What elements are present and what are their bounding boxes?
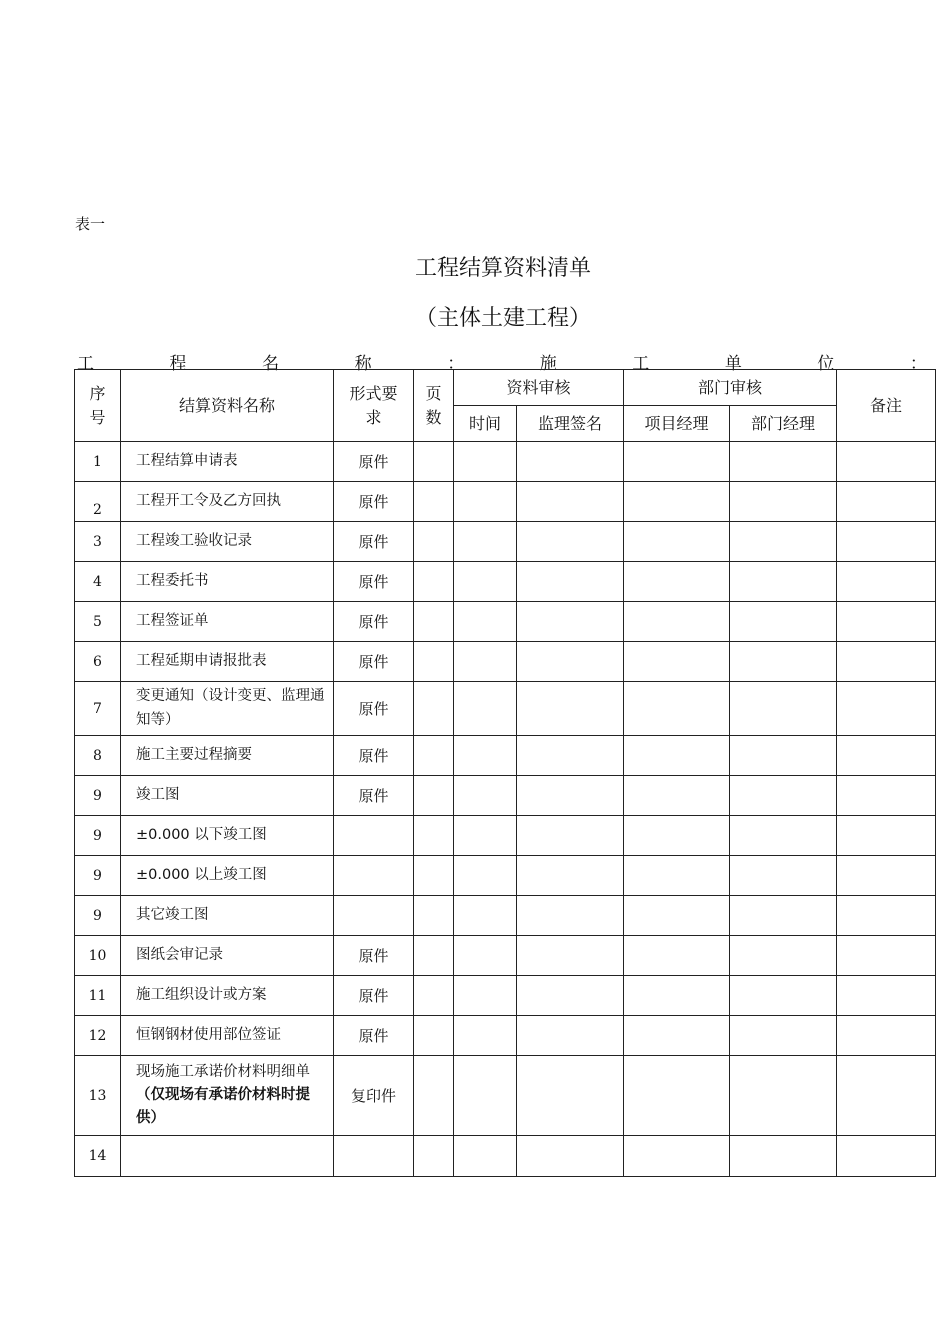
row-name: 工程开工令及乙方回执 (121, 482, 334, 522)
cell-pages[interactable] (414, 682, 454, 736)
row-seq: 3 (75, 522, 121, 562)
row-form: 复印件 (334, 1056, 414, 1136)
cell-dept-pm[interactable] (624, 856, 730, 896)
row-seq: 7 (75, 682, 121, 736)
row-form: 原件 (334, 682, 414, 736)
row-name-note: （仅现场有承诺价材料时提供） (136, 1086, 310, 1127)
cell-remark[interactable] (837, 1136, 936, 1177)
info-char: 单 (724, 354, 742, 374)
cell-dept-pm[interactable] (624, 936, 730, 976)
cell-review-sign[interactable] (517, 562, 624, 602)
row-seq: 6 (75, 642, 121, 682)
document-title: 工程结算资料清单 (414, 256, 591, 281)
cell-review-sign[interactable] (517, 856, 624, 896)
cell-remark[interactable] (837, 602, 936, 642)
table-row (75, 522, 936, 562)
cell-review-time[interactable] (454, 936, 517, 976)
row-name: 工程签证单 (121, 602, 334, 642)
cell-review-sign[interactable] (517, 1136, 624, 1177)
cell-pages[interactable] (414, 816, 454, 856)
cell-review-time[interactable] (454, 442, 517, 482)
row-name[interactable] (121, 1136, 334, 1177)
cell-dept-mgr[interactable] (730, 482, 837, 522)
info-char: ： (909, 354, 927, 374)
cell-dept-mgr[interactable] (730, 976, 837, 1016)
cell-dept-pm[interactable] (624, 896, 730, 936)
row-form: 原件 (334, 1016, 414, 1056)
info-char: 程 (169, 354, 187, 374)
document-subtitle: （主体土建工程） (414, 306, 591, 331)
row-name: 其它竣工图 (121, 896, 334, 936)
header-review-sign: 监理签名 (517, 406, 624, 442)
row-seq: 1 (75, 442, 121, 482)
cell-review-sign[interactable] (517, 816, 624, 856)
cell-dept-pm[interactable] (624, 736, 730, 776)
header-dept-mgr: 部门经理 (730, 406, 837, 442)
cell-dept-mgr[interactable] (730, 442, 837, 482)
cell-dept-pm[interactable] (624, 562, 730, 602)
cell-dept-mgr[interactable] (730, 1056, 837, 1136)
header-review: 资料审核 (454, 370, 624, 406)
header-name: 结算资料名称 (121, 370, 334, 442)
cell-review-sign[interactable] (517, 602, 624, 642)
row-name: 工程竣工验收记录 (121, 522, 334, 562)
header-seq: 序号 (75, 370, 121, 442)
cell-dept-pm[interactable] (624, 1056, 730, 1136)
cell-pages[interactable] (414, 602, 454, 642)
cell-dept-mgr[interactable] (730, 776, 837, 816)
row-name-cell (121, 1056, 334, 1136)
row-seq: 12 (75, 1016, 121, 1056)
cell-dept-pm[interactable] (624, 1016, 730, 1056)
row-form: 原件 (334, 482, 414, 522)
cell-review-sign[interactable] (517, 736, 624, 776)
cell-dept-pm[interactable] (624, 442, 730, 482)
cell-dept-mgr[interactable] (730, 936, 837, 976)
cell-pages[interactable] (414, 482, 454, 522)
cell-remark[interactable] (837, 522, 936, 562)
cell-dept-mgr[interactable] (730, 816, 837, 856)
table-row (75, 642, 936, 682)
row-form (334, 896, 414, 936)
cell-remark[interactable] (837, 482, 936, 522)
row-name: 竣工图 (121, 776, 334, 816)
row-form: 原件 (334, 642, 414, 682)
cell-pages[interactable] (414, 976, 454, 1016)
table-row (75, 682, 936, 736)
cell-dept-mgr[interactable] (730, 736, 837, 776)
table-row (75, 482, 936, 522)
cell-pages[interactable] (414, 562, 454, 602)
info-char: ： (447, 354, 465, 374)
cell-remark[interactable] (837, 976, 936, 1016)
row-name: ±0.000 以上竣工图 (121, 856, 334, 896)
header-dept-pm: 项目经理 (624, 406, 730, 442)
cell-review-time[interactable] (454, 1136, 517, 1177)
cell-dept-mgr[interactable] (730, 682, 837, 736)
cell-review-sign[interactable] (517, 896, 624, 936)
cell-remark[interactable] (837, 936, 936, 976)
cell-pages[interactable] (414, 776, 454, 816)
cell-dept-mgr[interactable] (730, 1016, 837, 1056)
table-row (75, 736, 936, 776)
cell-dept-pm[interactable] (624, 522, 730, 562)
cell-dept-pm[interactable] (624, 1136, 730, 1177)
cell-dept-mgr[interactable] (730, 522, 837, 562)
cell-dept-pm[interactable] (624, 482, 730, 522)
header-remark: 备注 (837, 370, 936, 442)
cell-dept-mgr[interactable] (730, 562, 837, 602)
cell-dept-mgr[interactable] (730, 642, 837, 682)
cell-review-sign[interactable] (517, 642, 624, 682)
cell-pages[interactable] (414, 442, 454, 482)
cell-dept-mgr[interactable] (730, 1136, 837, 1177)
cell-remark[interactable] (837, 776, 936, 816)
row-form: 原件 (334, 776, 414, 816)
header-pages: 页数 (414, 370, 454, 442)
row-name: ±0.000 以下竣工图 (121, 816, 334, 856)
cell-dept-mgr[interactable] (730, 896, 837, 936)
row-form: 原件 (334, 936, 414, 976)
cell-pages[interactable] (414, 896, 454, 936)
cell-dept-pm[interactable] (624, 602, 730, 642)
cell-dept-pm[interactable] (624, 976, 730, 1016)
table-row (75, 896, 936, 936)
cell-review-time[interactable] (454, 896, 517, 936)
cell-pages[interactable] (414, 522, 454, 562)
row-name: 工程延期申请报批表 (121, 642, 334, 682)
cell-pages[interactable] (414, 856, 454, 896)
row-form: 原件 (334, 602, 414, 642)
row-form (334, 816, 414, 856)
cell-review-time[interactable] (454, 642, 517, 682)
row-form: 原件 (334, 442, 414, 482)
header-review-time: 时间 (454, 406, 517, 442)
header-dept: 部门审核 (624, 370, 837, 406)
table-row (75, 562, 936, 602)
table-row (75, 936, 936, 976)
table-row (75, 1016, 936, 1056)
header-form: 形式要求 (334, 370, 414, 442)
cell-review-time[interactable] (454, 816, 517, 856)
row-form: 原件 (334, 976, 414, 1016)
row-seq: 9 (75, 896, 121, 936)
cell-review-time[interactable] (454, 736, 517, 776)
table-label: 表一 (75, 215, 106, 233)
cell-remark[interactable] (837, 682, 936, 736)
cell-remark[interactable] (837, 642, 936, 682)
cell-remark[interactable] (837, 1056, 936, 1136)
cell-review-time[interactable] (454, 682, 517, 736)
table-row (75, 442, 936, 482)
row-seq: 9 (75, 776, 121, 816)
project-info-line (77, 349, 927, 374)
row-form[interactable] (334, 1136, 414, 1177)
cell-review-sign[interactable] (517, 482, 624, 522)
cell-review-sign[interactable] (517, 976, 624, 1016)
table-row (75, 602, 936, 642)
cell-review-time[interactable] (454, 602, 517, 642)
table-row (75, 1136, 936, 1177)
row-name: 变更通知（设计变更、监理通知等） (121, 682, 334, 736)
cell-pages[interactable] (414, 1136, 454, 1177)
cell-review-time[interactable] (454, 776, 517, 816)
row-form: 原件 (334, 562, 414, 602)
cell-review-sign[interactable] (517, 682, 624, 736)
table-row (75, 1056, 936, 1136)
cell-review-sign[interactable] (517, 936, 624, 976)
cell-pages[interactable] (414, 1056, 454, 1136)
row-name: 恒钢钢材使用部位签证 (121, 1016, 334, 1056)
info-char: 工 (77, 354, 94, 374)
row-form (334, 856, 414, 896)
row-form: 原件 (334, 736, 414, 776)
row-seq: 10 (75, 936, 121, 976)
cell-remark[interactable] (837, 896, 936, 936)
row-seq: 8 (75, 736, 121, 776)
info-char: 位 (817, 354, 835, 374)
info-char: 称 (354, 354, 372, 374)
cell-review-time[interactable] (454, 1016, 517, 1056)
cell-pages[interactable] (414, 1016, 454, 1056)
row-name: 图纸会审记录 (121, 936, 334, 976)
row-form: 原件 (334, 522, 414, 562)
row-seq: 13 (75, 1056, 121, 1136)
cell-review-time[interactable] (454, 482, 517, 522)
cell-review-sign[interactable] (517, 1016, 624, 1056)
row-seq: 5 (75, 602, 121, 642)
cell-dept-mgr[interactable] (730, 602, 837, 642)
table-row (75, 816, 936, 856)
row-seq: 9 (75, 856, 121, 896)
row-seq: 11 (75, 976, 121, 1016)
row-seq: 4 (75, 562, 121, 602)
cell-review-time[interactable] (454, 522, 517, 562)
cell-pages[interactable] (414, 936, 454, 976)
info-char: 工 (632, 354, 650, 374)
cell-remark[interactable] (837, 562, 936, 602)
cell-review-sign[interactable] (517, 522, 624, 562)
cell-review-time[interactable] (454, 976, 517, 1016)
row-seq: 9 (75, 816, 121, 856)
cell-remark[interactable] (837, 816, 936, 856)
row-name: 施工主要过程摘要 (121, 736, 334, 776)
table-row (75, 976, 936, 1016)
cell-review-time[interactable] (454, 562, 517, 602)
cell-pages[interactable] (414, 642, 454, 682)
cell-pages[interactable] (414, 736, 454, 776)
cell-dept-pm[interactable] (624, 682, 730, 736)
cell-dept-pm[interactable] (624, 816, 730, 856)
info-char: 施 (539, 354, 557, 374)
cell-remark[interactable] (837, 856, 936, 896)
cell-dept-pm[interactable] (624, 776, 730, 816)
row-seq: 14 (75, 1136, 121, 1177)
cell-review-time[interactable] (454, 856, 517, 896)
table-row (75, 856, 936, 896)
table-row (75, 776, 936, 816)
cell-dept-mgr[interactable] (730, 856, 837, 896)
info-char: 名 (262, 354, 280, 374)
cell-remark[interactable] (837, 736, 936, 776)
row-name: 现场施工承诺价材料明细单 (136, 1063, 310, 1080)
cell-review-sign[interactable] (517, 1056, 624, 1136)
cell-review-sign[interactable] (517, 442, 624, 482)
row-seq: 2 (75, 482, 121, 522)
row-name: 工程委托书 (121, 562, 334, 602)
cell-review-time[interactable] (454, 1056, 517, 1136)
cell-review-sign[interactable] (517, 776, 624, 816)
cell-dept-pm[interactable] (624, 642, 730, 682)
cell-remark[interactable] (837, 1016, 936, 1056)
row-name: 施工组织设计或方案 (121, 976, 334, 1016)
cell-remark[interactable] (837, 442, 936, 482)
row-name: 工程结算申请表 (121, 442, 334, 482)
settlement-checklist-table (74, 369, 936, 1177)
